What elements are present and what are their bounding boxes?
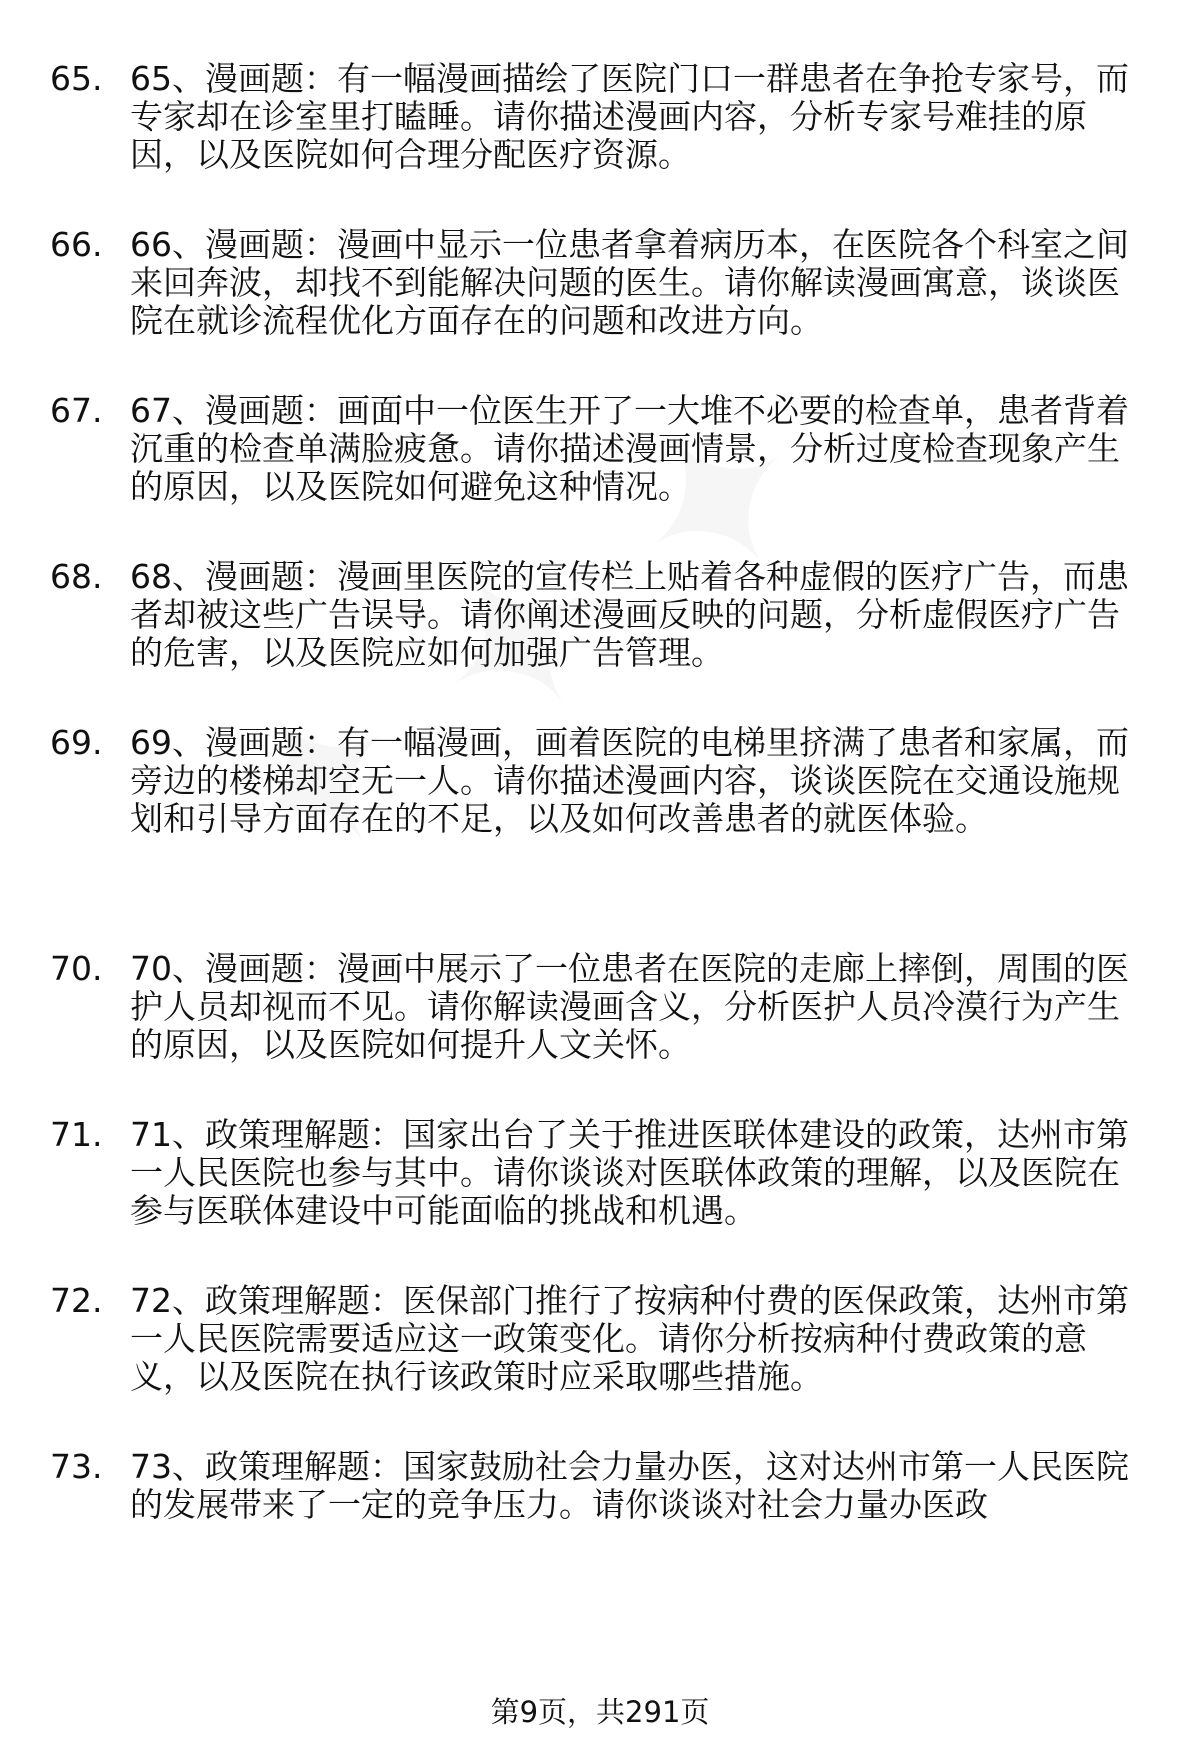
item-number: 65. — [50, 59, 103, 98]
list-item — [0, 950, 1200, 1116]
item-number: 73. — [50, 1447, 103, 1486]
item-number: 70. — [50, 949, 103, 988]
item-text: 71、政策理解题：国家出台了关于推进医联体建设的政策，达州市第一人民医院也参与其中。请你谈谈对医联体政策的理解，以及医院在参与医联体建设中可能面临的挑战和机遇。 — [130, 1116, 1129, 1230]
item-text: 66、漫画题：漫画中显示一位患者拿着病历本，在医院各个科室之间来回奔波，却找不到能解决问题的医生。请你解读漫画寓意，谈谈医院在就诊流程优化方面存在的问题和改进方向。 — [130, 226, 1129, 340]
list-item — [0, 60, 1200, 226]
item-text: 65、漫画题：有一幅漫画描绘了医院门口一群患者在争抢专家号，而专家却在诊室里打瞌睡。请你描述漫画内容，分析专家号难挂的原因，以及医院如何合理分配医疗资源。 — [130, 60, 1129, 174]
list-item — [0, 226, 1200, 392]
item-number: 71. — [50, 1115, 103, 1154]
item-number: 72. — [50, 1281, 103, 1320]
item-text: 67、漫画题：画面中一位医生开了一大堆不必要的检查单，患者背着沉重的检查单满脸疲惫。请你描述漫画情景，分析过度检查现象产生的原因，以及医院如何避免这种情况。 — [130, 392, 1129, 506]
item-number: 67. — [50, 391, 103, 430]
list-item — [0, 392, 1200, 558]
item-text: 72、政策理解题：医保部门推行了按病种付费的医保政策，达州市第一人民医院需要适应这一政策变化。请你分析按病种付费政策的意义，以及医院在执行该政策时应采取哪些措施。 — [130, 1282, 1129, 1396]
list-item — [0, 1116, 1200, 1282]
item-text: 69、漫画题：有一幅漫画，画着医院的电梯里挤满了患者和家属，而旁边的楼梯却空无一人。请你描述漫画内容，谈谈医院在交通设施规划和引导方面存在的不足，以及如何改善患者的就医体验。 — [130, 724, 1129, 838]
list-item — [0, 1448, 1200, 1568]
list-item — [0, 1282, 1200, 1448]
list-item — [0, 724, 1200, 950]
item-number: 68. — [50, 557, 103, 596]
item-number: 69. — [50, 723, 103, 762]
question-list — [0, 60, 1200, 1568]
list-item — [0, 558, 1200, 724]
page-footer: 第9页，共291页 — [490, 1695, 710, 1729]
item-text: 68、漫画题：漫画里医院的宣传栏上贴着各种虚假的医疗广告，而患者却被这些广告误导。请你阐述漫画反映的问题，分析虚假医疗广告的危害，以及医院应如何加强广告管理。 — [130, 558, 1129, 672]
item-text: 70、漫画题：漫画中展示了一位患者在医院的走廊上摔倒，周围的医护人员却视而不见。请你解读漫画含义，分析医护人员冷漠行为产生的原因，以及医院如何提升人文关怀。 — [130, 950, 1129, 1064]
item-number: 66. — [50, 225, 103, 264]
item-text: 73、政策理解题：国家鼓励社会力量办医，这对达州市第一人民医院的发展带来了一定的竞争压力。请你谈谈对社会力量办医政 — [130, 1448, 1129, 1524]
